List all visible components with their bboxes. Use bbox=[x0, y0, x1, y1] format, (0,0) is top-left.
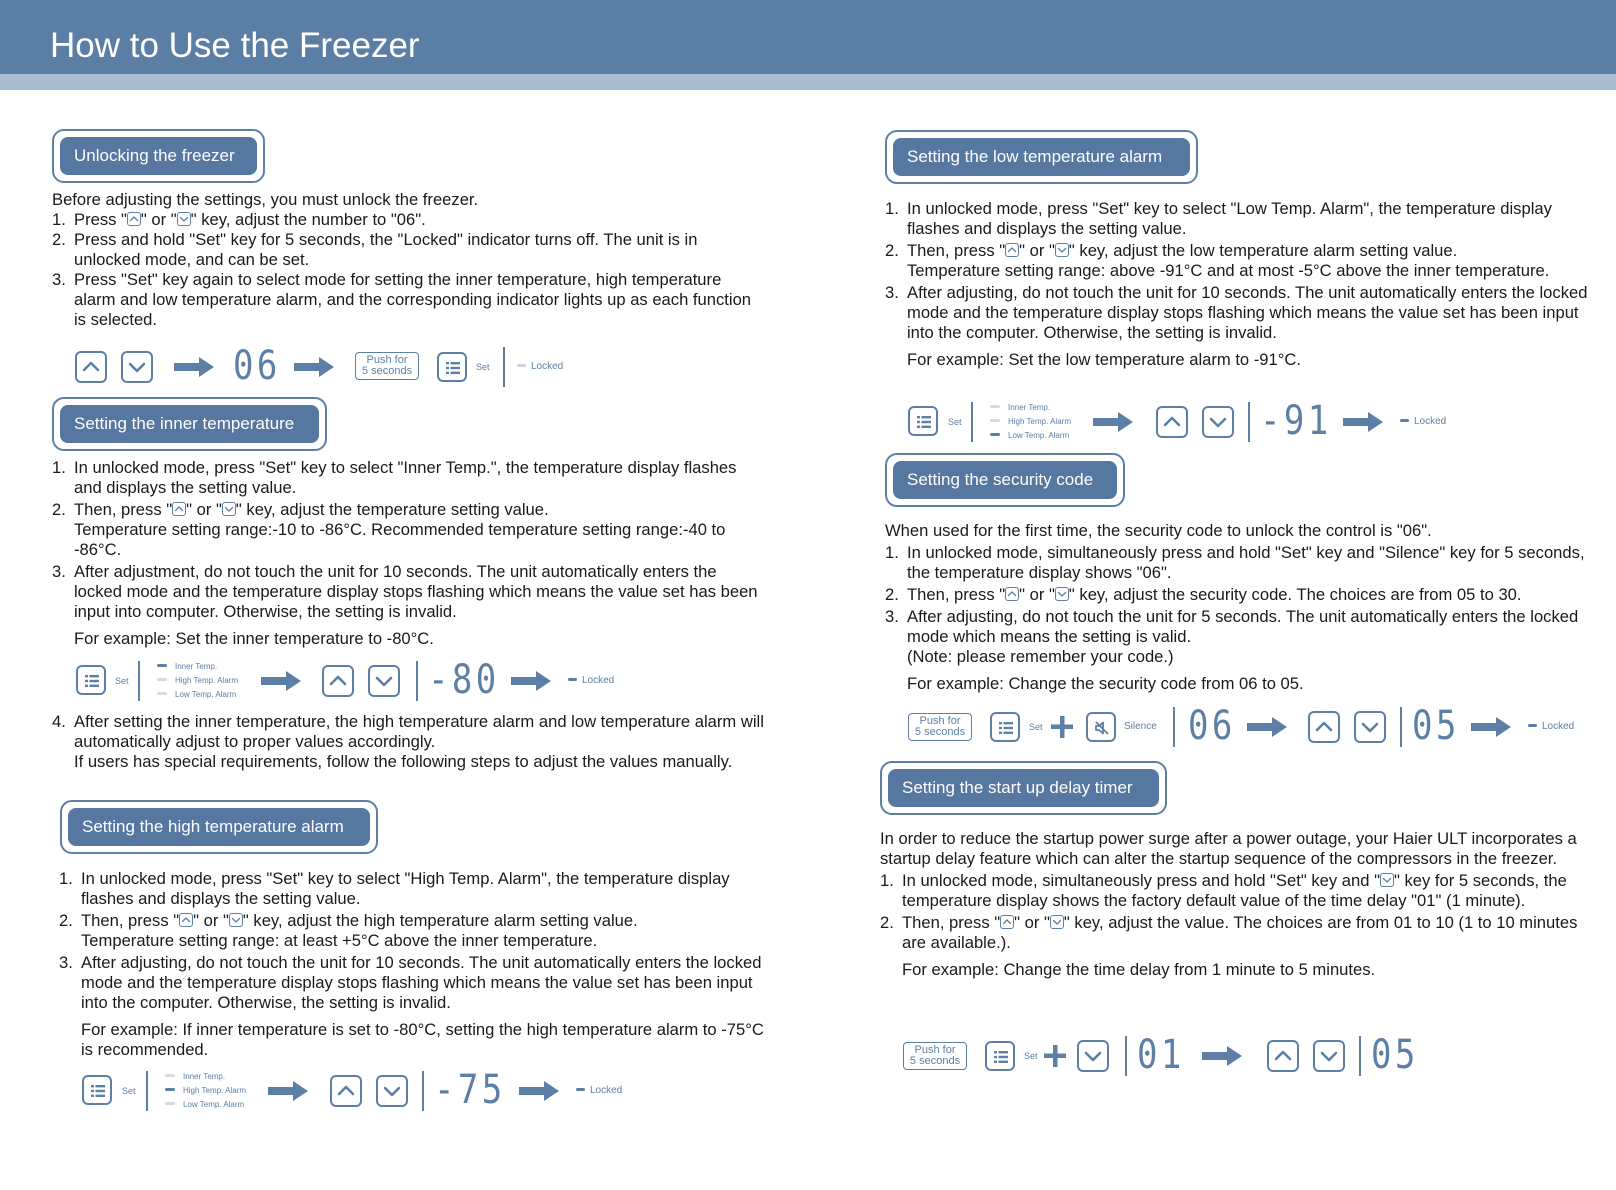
delay-example: For example: Change the time delay from 1 minute to 5 minutes. bbox=[902, 960, 1376, 979]
mode-inner-temp: Inner Temp. bbox=[165, 1070, 246, 1084]
down-key-icon bbox=[222, 502, 236, 516]
lcd-display: -91 bbox=[1260, 398, 1332, 444]
high-alarm-diagram bbox=[82, 1069, 642, 1113]
set-button-icon bbox=[908, 406, 938, 436]
unlock-intro: Before adjusting the settings, you must unlock the freezer. bbox=[52, 190, 479, 209]
low-alarm-diagram bbox=[908, 400, 1468, 444]
security-diagram bbox=[908, 705, 1588, 749]
unlock-step-2: 2. Press and hold "Set" key for 5 seconds, the "Locked" indicator turns off. The unit is in unlocked mode, and can be set. bbox=[52, 230, 698, 269]
divider-line bbox=[1173, 707, 1175, 747]
inner-step-4: 4. After setting the inner temperature, the high temperature alarm and low temperature alarm will automatically adjust to proper values accordingly. If users has special requirements, follow the following steps to adjust the values manually. bbox=[52, 712, 764, 771]
silence-button-icon bbox=[1086, 712, 1116, 742]
inner-step-1: 1. In unlocked mode, press "Set" key to select "Inner Temp.", the temperature display flashes and displays the setting value. bbox=[52, 458, 737, 497]
delay-step-2: 2. Then, press " " or " " key, adjust the value. The choices are from 01 to 10 (1 to 10 minutes are available.). bbox=[880, 913, 1578, 952]
security-step-1: 1. In unlocked mode, simultaneously press and hold "Set" key and "Silence" key for 5 seconds, the temperature display shows "06". bbox=[885, 543, 1585, 582]
down-button-icon bbox=[1313, 1040, 1345, 1072]
delay-text bbox=[880, 829, 1590, 980]
set-label: Set bbox=[948, 417, 962, 427]
low-alarm-heading-label: Setting the low temperature alarm bbox=[893, 138, 1190, 176]
down-button-icon bbox=[368, 665, 400, 697]
up-key-icon bbox=[172, 502, 186, 516]
inner-step-2: 2. Then, press " " or " " key, adjust the temperature setting value. Temperature setting range:-10 to -86°C. Recommended temperature setting range:-40 to -86°C. bbox=[52, 500, 726, 559]
inner-temp-text bbox=[52, 458, 762, 649]
up-key-icon bbox=[179, 913, 193, 927]
inner-step-3: 3. After adjustment, do not touch the unit for 10 seconds. The unit automatically enters the locked mode and the temperature display stops flashing which means the value set has been input into computer. Otherwise, the setting is invalid. bbox=[52, 562, 758, 621]
high-step-1: 1. In unlocked mode, press "Set" key to select "High Temp. Alarm", the temperature display flashes and displays the setting value. bbox=[59, 869, 730, 908]
high-alarm-heading-label: Setting the high temperature alarm bbox=[68, 808, 370, 846]
locked-indicator: Locked bbox=[1400, 416, 1446, 427]
up-key-icon bbox=[127, 212, 141, 226]
up-button-icon bbox=[322, 665, 354, 697]
arrow-right-icon bbox=[260, 670, 302, 697]
low-alarm-heading bbox=[885, 130, 1198, 184]
inner-temp-heading bbox=[52, 397, 327, 451]
down-key-icon bbox=[1380, 873, 1394, 887]
up-key-icon bbox=[1005, 587, 1019, 601]
push-5-seconds-badge: Push for 5 seconds bbox=[903, 1042, 967, 1070]
silence-label: Silence bbox=[1124, 721, 1157, 732]
set-label: Set bbox=[1029, 722, 1043, 732]
up-key-icon bbox=[1000, 915, 1014, 929]
set-label: Set bbox=[476, 362, 490, 372]
up-button-icon bbox=[75, 351, 107, 383]
down-key-icon bbox=[1055, 587, 1069, 601]
mode-inner-temp: Inner Temp. bbox=[990, 401, 1071, 415]
security-example: For example: Change the security code from 06 to 05. bbox=[907, 674, 1304, 693]
up-button-icon bbox=[1267, 1040, 1299, 1072]
inner-example: For example: Set the inner temperature to -80°C. bbox=[74, 629, 434, 648]
arrow-right-icon bbox=[293, 356, 335, 383]
unlock-text bbox=[52, 190, 752, 330]
lcd-display-from: 01 bbox=[1137, 1032, 1185, 1078]
lcd-display: -80 bbox=[428, 657, 500, 703]
divider-line bbox=[971, 402, 973, 442]
plus-icon bbox=[1043, 1044, 1067, 1073]
locked-indicator: Locked bbox=[568, 675, 614, 686]
unlock-heading-label: Unlocking the freezer bbox=[60, 137, 257, 175]
mode-high-temp-alarm: High Temp. Alarm bbox=[990, 415, 1071, 429]
unlock-diagram bbox=[75, 345, 595, 389]
arrow-right-icon bbox=[1092, 411, 1134, 438]
low-alarm-text bbox=[885, 199, 1590, 370]
divider-line bbox=[422, 1071, 424, 1111]
lcd-display: -75 bbox=[434, 1067, 506, 1113]
delay-step-1: 1. In unlocked mode, simultaneously press and hold "Set" key and " " key for 5 seconds, the temperature display shows the factory default value of the time delay "01" (1 minute). bbox=[880, 871, 1567, 910]
set-label: Set bbox=[115, 676, 129, 686]
locked-indicator: Locked bbox=[1528, 721, 1574, 732]
lcd-display-to: 05 bbox=[1371, 1032, 1419, 1078]
mode-low-temp-alarm: Low Temp. Alarm bbox=[990, 429, 1071, 443]
high-step-2: 2. Then, press " " or " " key, adjust the high temperature alarm setting value. Temperature setting range: at least +5°C above the inner temperature. bbox=[59, 911, 638, 950]
arrow-right-icon bbox=[1246, 716, 1288, 743]
push-5-seconds-badge: Push for 5 seconds bbox=[908, 713, 972, 741]
low-example: For example: Set the low temperature alarm to -91°C. bbox=[907, 350, 1301, 369]
arrow-right-icon bbox=[267, 1080, 309, 1107]
up-button-icon bbox=[1156, 406, 1188, 438]
inner-temp-diagram bbox=[76, 659, 636, 703]
security-text bbox=[885, 521, 1593, 694]
down-key-icon bbox=[1050, 915, 1064, 929]
down-key-icon bbox=[229, 913, 243, 927]
down-button-icon bbox=[1202, 406, 1234, 438]
set-button-icon bbox=[82, 1075, 112, 1105]
security-heading-label: Setting the security code bbox=[893, 461, 1117, 499]
unlock-heading bbox=[52, 129, 265, 183]
down-button-icon bbox=[376, 1075, 408, 1107]
set-button-icon bbox=[437, 352, 467, 382]
set-button-icon bbox=[990, 712, 1020, 742]
delay-heading bbox=[880, 761, 1167, 815]
lcd-display: 06 bbox=[233, 343, 281, 389]
up-button-icon bbox=[1308, 711, 1340, 743]
divider-line bbox=[1400, 707, 1402, 747]
mode-indicators bbox=[990, 401, 1071, 443]
arrow-right-icon bbox=[518, 1080, 560, 1107]
lcd-display-from: 06 bbox=[1188, 703, 1236, 749]
mode-indicators bbox=[165, 1070, 246, 1112]
security-heading bbox=[885, 453, 1125, 507]
low-step-3: 3. After adjusting, do not touch the unit for 10 seconds. The unit automatically enters the locked mode and the temperature display stops flashing which means the value set has been input into the computer. Otherwise, the setting is invalid. bbox=[885, 283, 1588, 342]
mode-indicators bbox=[157, 660, 238, 702]
set-button-icon bbox=[985, 1041, 1015, 1071]
lcd-display-to: 05 bbox=[1412, 703, 1460, 749]
high-alarm-heading bbox=[60, 800, 378, 854]
divider-line bbox=[146, 1071, 148, 1111]
delay-heading-label: Setting the start up delay timer bbox=[888, 769, 1159, 807]
divider-line bbox=[138, 661, 140, 701]
locked-indicator: Locked bbox=[517, 361, 563, 372]
delay-diagram bbox=[903, 1034, 1423, 1078]
arrow-right-icon bbox=[1342, 411, 1384, 438]
mode-low-temp-alarm: Low Temp. Alarm bbox=[157, 688, 238, 702]
mode-high-temp-alarm: High Temp. Alarm bbox=[165, 1084, 246, 1098]
mode-inner-temp: Inner Temp. bbox=[157, 660, 238, 674]
up-key-icon bbox=[1005, 243, 1019, 257]
high-example: For example: If inner temperature is set to -80°C, setting the high temperature alarm to -75°C is recommended. bbox=[81, 1020, 764, 1059]
push-5-seconds-badge: Push for 5 seconds bbox=[355, 352, 419, 380]
divider-line bbox=[1248, 402, 1250, 442]
arrow-right-icon bbox=[1201, 1045, 1243, 1072]
mode-low-temp-alarm: Low Temp. Alarm bbox=[165, 1098, 246, 1112]
unlock-step-1: 1. Press " " or " " key, adjust the number to "06". bbox=[52, 210, 426, 229]
high-step-3: 3. After adjusting, do not touch the unit for 10 seconds. The unit automatically enters the locked mode and the temperature display stops flashing which means the value set has been input into the computer. Otherwise, the setting is invalid. bbox=[59, 953, 762, 1012]
delay-intro: In order to reduce the startup power surge after a power outage, your Haier ULT incorporates a startup delay feature which can alter the startup sequence of the compressors in the freezer. bbox=[880, 829, 1577, 868]
header-accent-strip bbox=[0, 74, 1616, 90]
set-button-icon bbox=[76, 665, 106, 695]
security-step-2: 2. Then, press " " or " " key, adjust the security code. The choices are from 05 to 30. bbox=[885, 585, 1522, 604]
down-button-icon bbox=[1354, 711, 1386, 743]
inner-temp-heading-label: Setting the inner temperature bbox=[60, 405, 319, 443]
down-key-icon bbox=[1055, 243, 1069, 257]
low-step-1: 1. In unlocked mode, press "Set" key to select "Low Temp. Alarm", the temperature display flashes and displays the setting value. bbox=[885, 199, 1552, 238]
high-alarm-text bbox=[59, 869, 764, 1060]
plus-icon bbox=[1050, 715, 1074, 744]
divider-line bbox=[1359, 1036, 1361, 1076]
arrow-right-icon bbox=[510, 670, 552, 697]
locked-indicator: Locked bbox=[576, 1085, 622, 1096]
mode-high-temp-alarm: High Temp. Alarm bbox=[157, 674, 238, 688]
arrow-right-icon bbox=[173, 356, 215, 383]
divider-line bbox=[416, 661, 418, 701]
up-button-icon bbox=[330, 1075, 362, 1107]
page-title: How to Use the Freezer bbox=[50, 26, 420, 65]
down-button-icon bbox=[121, 351, 153, 383]
down-button-icon bbox=[1077, 1040, 1109, 1072]
divider-line bbox=[503, 347, 505, 387]
set-label: Set bbox=[1024, 1051, 1038, 1061]
security-intro: When used for the first time, the security code to unlock the control is "06". bbox=[885, 521, 1432, 540]
down-key-icon bbox=[177, 212, 191, 226]
unlock-step-3: 3. Press "Set" key again to select mode for setting the inner temperature, high temperature alarm and low temperature alarm, and the corresponding indicator lights up as each function is selected. bbox=[52, 270, 752, 329]
set-label: Set bbox=[122, 1086, 136, 1096]
security-step-3: 3. After adjusting, do not touch the unit for 5 seconds. The unit automatically enters the locked mode which means the setting is valid. (Note: please remember your code.) bbox=[885, 607, 1579, 666]
divider-line bbox=[1125, 1036, 1127, 1076]
arrow-right-icon bbox=[1470, 716, 1512, 743]
low-step-2: 2. Then, press " " or " " key, adjust the low temperature alarm setting value. Temperature setting range: above -91°C and at most -5°C above the inner temperature. bbox=[885, 241, 1550, 280]
